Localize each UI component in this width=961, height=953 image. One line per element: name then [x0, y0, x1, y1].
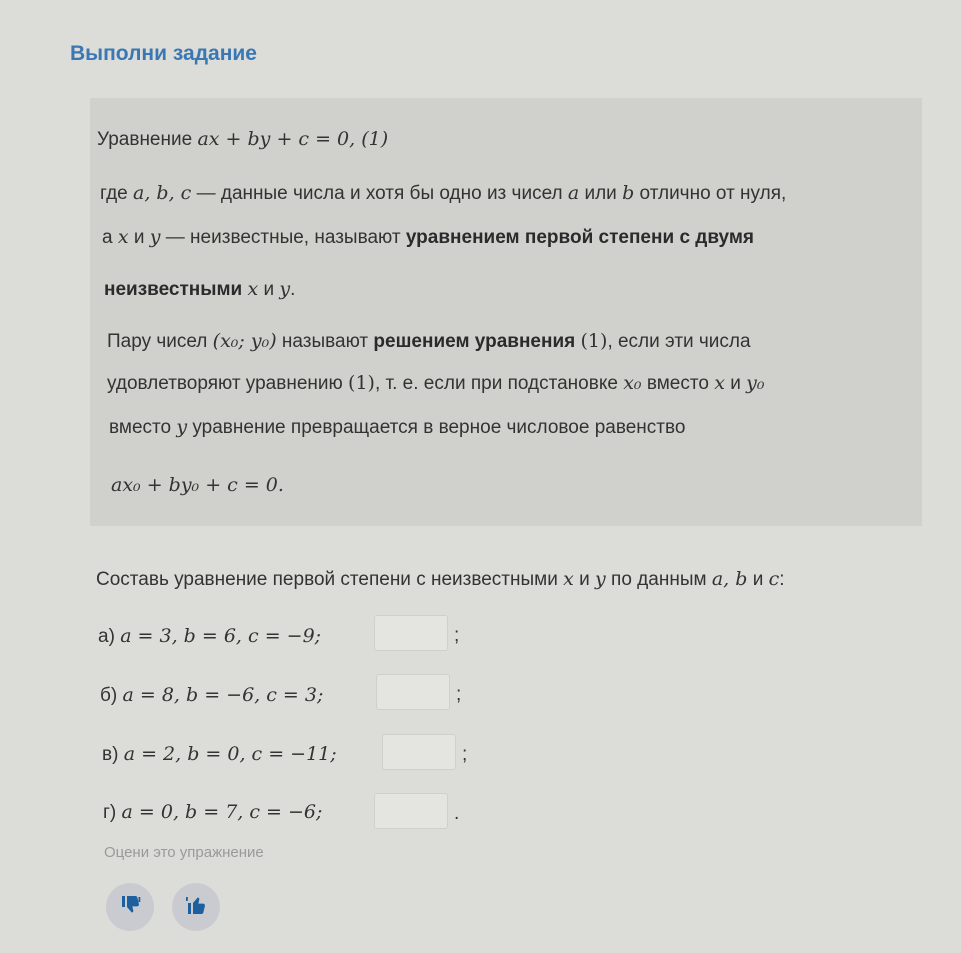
- math-b: b: [622, 182, 635, 204]
- item-values: a = 0, b = 7, c = −6;: [121, 801, 323, 823]
- task-item-c: [102, 743, 337, 766]
- theory-text: — данные числа и хотя бы одно из чисел: [196, 183, 563, 204]
- item-values: a = 3, b = 6, c = −9;: [120, 625, 322, 647]
- math-c: c: [768, 568, 780, 590]
- item-punct: ;: [454, 625, 460, 646]
- theory-block: [90, 98, 922, 526]
- answer-input-c[interactable]: [382, 734, 456, 770]
- task-text: :: [779, 569, 785, 590]
- theory-text: уравнение превращается в верное числовое равенство: [192, 417, 686, 438]
- math-x: x: [714, 372, 725, 394]
- theory-text: — неизвестные, называют: [165, 227, 401, 248]
- math-ab: a, b: [711, 568, 748, 590]
- theory-line-1: [97, 128, 388, 151]
- math-y: y: [279, 278, 291, 300]
- task-item-a: [98, 625, 321, 648]
- math-x: x: [563, 568, 574, 590]
- equation-solution: ax₀ + by₀ + c = 0.: [111, 474, 284, 496]
- theory-text: Уравнение: [97, 129, 193, 150]
- theory-bold-term: неизвестными: [104, 279, 243, 300]
- theory-text: удовлетворяют уравнению: [107, 373, 343, 394]
- task-item-d: [103, 801, 322, 824]
- task-item-b: [100, 684, 323, 707]
- dislike-button[interactable]: [106, 883, 154, 931]
- theory-bold-term: решением уравнения: [373, 331, 576, 352]
- theory-line-7: [109, 416, 685, 439]
- theory-line-2: [100, 182, 786, 205]
- math-y: y: [176, 416, 188, 438]
- item-values: a = 8, b = −6, c = 3;: [122, 684, 324, 706]
- math-y: y: [595, 568, 606, 590]
- equation-1: ax + by + c = 0, (1): [197, 128, 389, 150]
- item-punct: .: [454, 803, 460, 824]
- theory-text: называют: [281, 331, 369, 352]
- theory-line-4: [104, 278, 295, 301]
- theory-line-6: [107, 372, 764, 395]
- theory-text: или: [584, 183, 617, 204]
- theory-text: где: [100, 183, 128, 204]
- theory-text: , если эти числа: [607, 331, 751, 352]
- thumbs-down-icon: [118, 893, 142, 922]
- answer-input-b[interactable]: [376, 674, 450, 710]
- item-punct: ;: [456, 684, 462, 705]
- task-text: Составь уравнение первой степени с неизвестными: [96, 569, 558, 590]
- math-y: y: [149, 226, 161, 248]
- theory-bold-term: уравнением первой степени с двумя: [405, 227, 755, 248]
- rate-label: Оцени это упражнение: [104, 844, 264, 861]
- math-pair: (x₀; y₀): [212, 330, 277, 352]
- equation-ref: (1): [348, 372, 375, 394]
- math-y0: y₀: [746, 372, 765, 394]
- theory-text: , т. е. если при подстановке: [374, 373, 618, 394]
- math-x0: x₀: [623, 372, 642, 394]
- math-abc: a, b, c: [133, 182, 192, 204]
- theory-line-3: [102, 226, 754, 249]
- theory-text: вместо: [646, 373, 709, 394]
- like-button[interactable]: [172, 883, 220, 931]
- theory-text: вместо: [109, 417, 172, 438]
- item-punct: ;: [462, 744, 468, 765]
- task-text: и: [579, 569, 590, 590]
- theory-text: отлично от нуля,: [639, 183, 787, 204]
- task-prompt: [96, 568, 785, 591]
- item-label: б): [100, 685, 118, 706]
- math-x: x: [117, 226, 129, 248]
- answer-input-a[interactable]: [374, 615, 448, 651]
- item-label: г): [103, 802, 117, 823]
- answer-input-d[interactable]: [374, 793, 448, 829]
- thumbs-up-icon: [184, 893, 208, 922]
- math-x: x: [247, 278, 259, 300]
- theory-line-5: [107, 330, 751, 353]
- item-values: a = 2, b = 0, c = −11;: [123, 743, 337, 765]
- theory-text: а: [102, 227, 113, 248]
- page-title: Выполни задание: [70, 42, 257, 65]
- task-text: по данным: [611, 569, 707, 590]
- theory-text: и: [263, 279, 275, 300]
- item-label: в): [102, 744, 119, 765]
- math-a: a: [567, 182, 580, 204]
- theory-text: и: [730, 373, 741, 394]
- theory-text: и: [133, 227, 145, 248]
- theory-text: Пару чисел: [107, 331, 208, 352]
- task-text: и: [752, 569, 764, 590]
- theory-text: .: [290, 279, 296, 300]
- equation-ref: (1): [580, 330, 608, 352]
- item-label: а): [98, 626, 115, 647]
